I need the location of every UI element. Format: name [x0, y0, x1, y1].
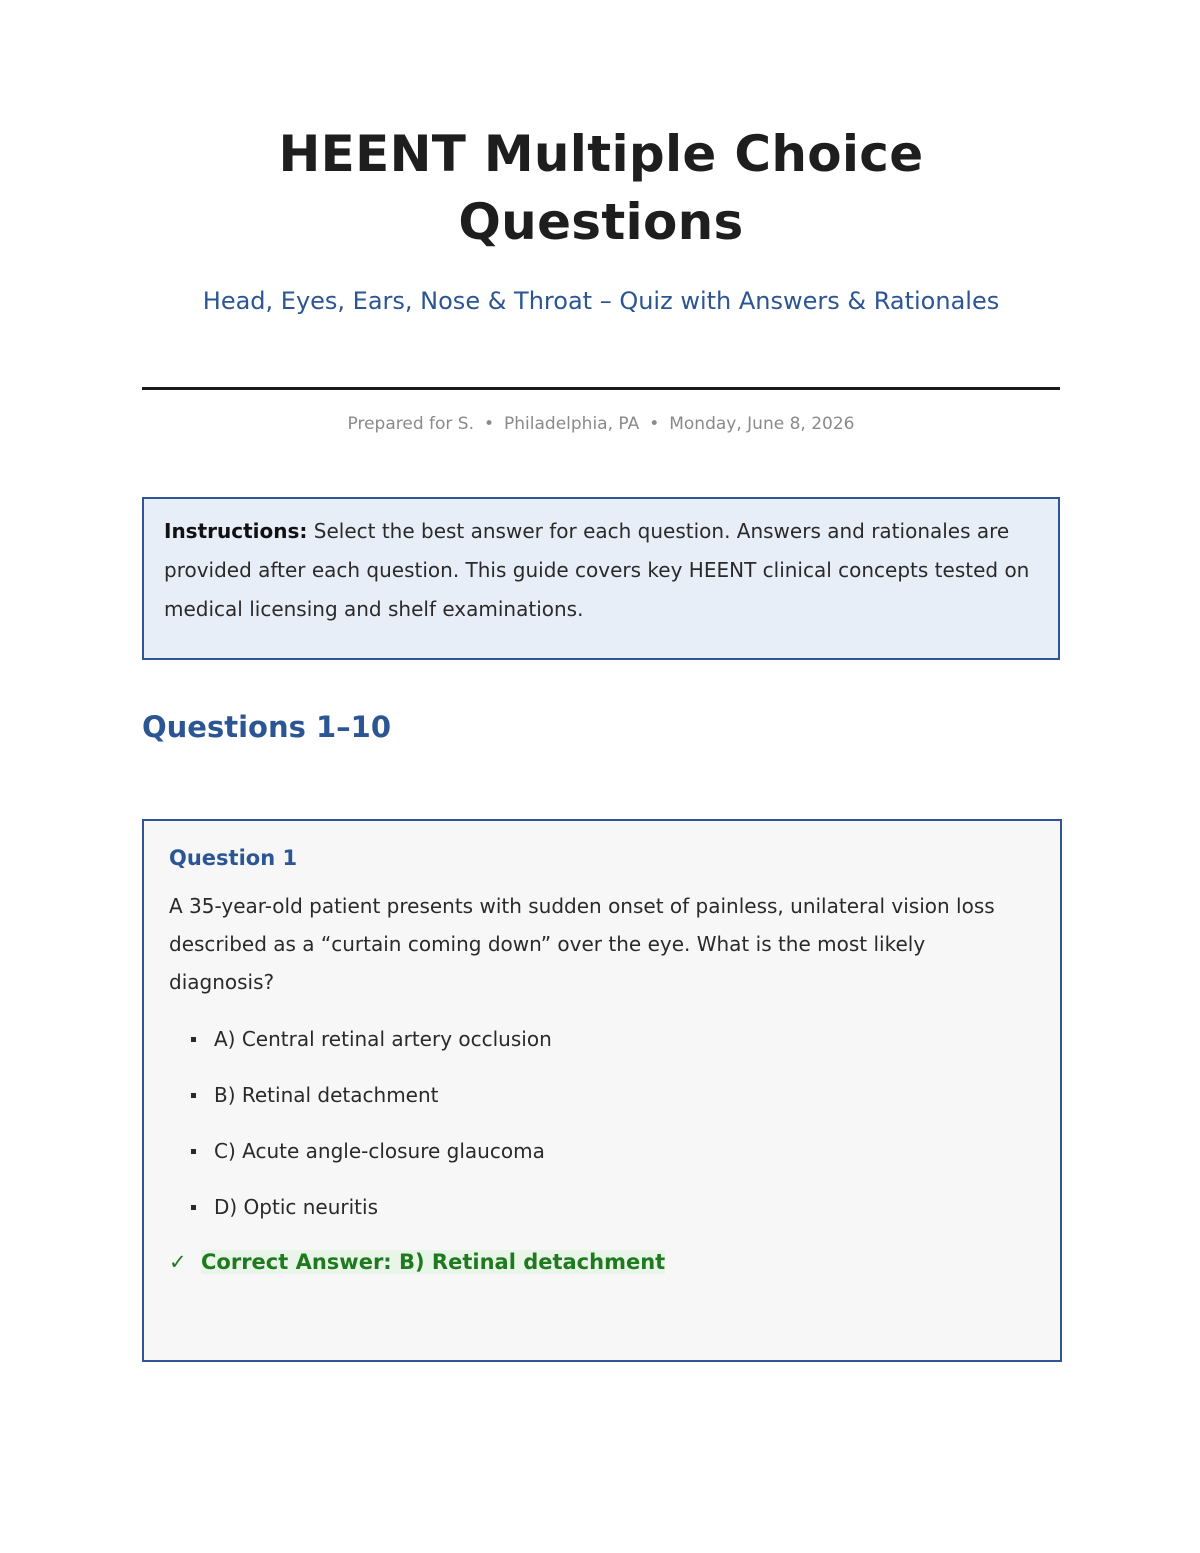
- answer-options: [189, 1023, 552, 1247]
- instructions-text: Select the best answer for each question. Answers and rationales are provided after each question. This guide covers key HEENT clinical concepts tested on medical licensing and shelf examinations.: [164, 519, 1030, 621]
- square-bullet-icon: [191, 1093, 196, 1098]
- square-bullet-icon: [191, 1037, 196, 1042]
- document-meta: [142, 412, 1060, 436]
- instructions-box: [142, 497, 1060, 660]
- square-bullet-icon: [191, 1149, 196, 1154]
- option-text: A) Central retinal artery occlusion: [214, 1027, 552, 1051]
- section-heading: Questions 1–10: [142, 710, 391, 744]
- document-subtitle: Head, Eyes, Ears, Nose & Throat – Quiz with Answers & Rationales: [202, 287, 1000, 315]
- document-title: HEENT Multiple Choice Questions: [278, 125, 924, 251]
- checkmark-icon: ✓: [169, 1250, 187, 1274]
- correct-answer: [169, 1245, 665, 1279]
- meta-separator: •: [484, 414, 495, 434]
- meta-prepared-for: Prepared for S.: [347, 414, 474, 434]
- option-text: D) Optic neuritis: [214, 1195, 379, 1219]
- meta-separator: •: [649, 414, 660, 434]
- meta-location: Philadelphia, PA: [504, 414, 640, 434]
- instructions-label: Instructions:: [164, 519, 308, 543]
- option-text: C) Acute angle-closure glaucoma: [214, 1139, 545, 1163]
- option-item: [189, 1079, 552, 1135]
- square-bullet-icon: [191, 1205, 196, 1210]
- question-card: [142, 819, 1062, 1362]
- meta-date: Monday, June 8, 2026: [669, 414, 855, 434]
- option-item: [189, 1135, 552, 1191]
- option-text: B) Retinal detachment: [214, 1083, 439, 1107]
- correct-answer-text: Correct Answer: B) Retinal detachment: [201, 1250, 666, 1274]
- title-divider: [142, 387, 1060, 390]
- option-item: [189, 1191, 552, 1247]
- option-item: [189, 1023, 552, 1079]
- question-text: A 35-year-old patient presents with sudden onset of painless, unilateral vision loss described as a “curtain coming down” over the eye. What is the most likely diagnosis?: [169, 894, 995, 994]
- question-label: Question 1: [169, 846, 298, 870]
